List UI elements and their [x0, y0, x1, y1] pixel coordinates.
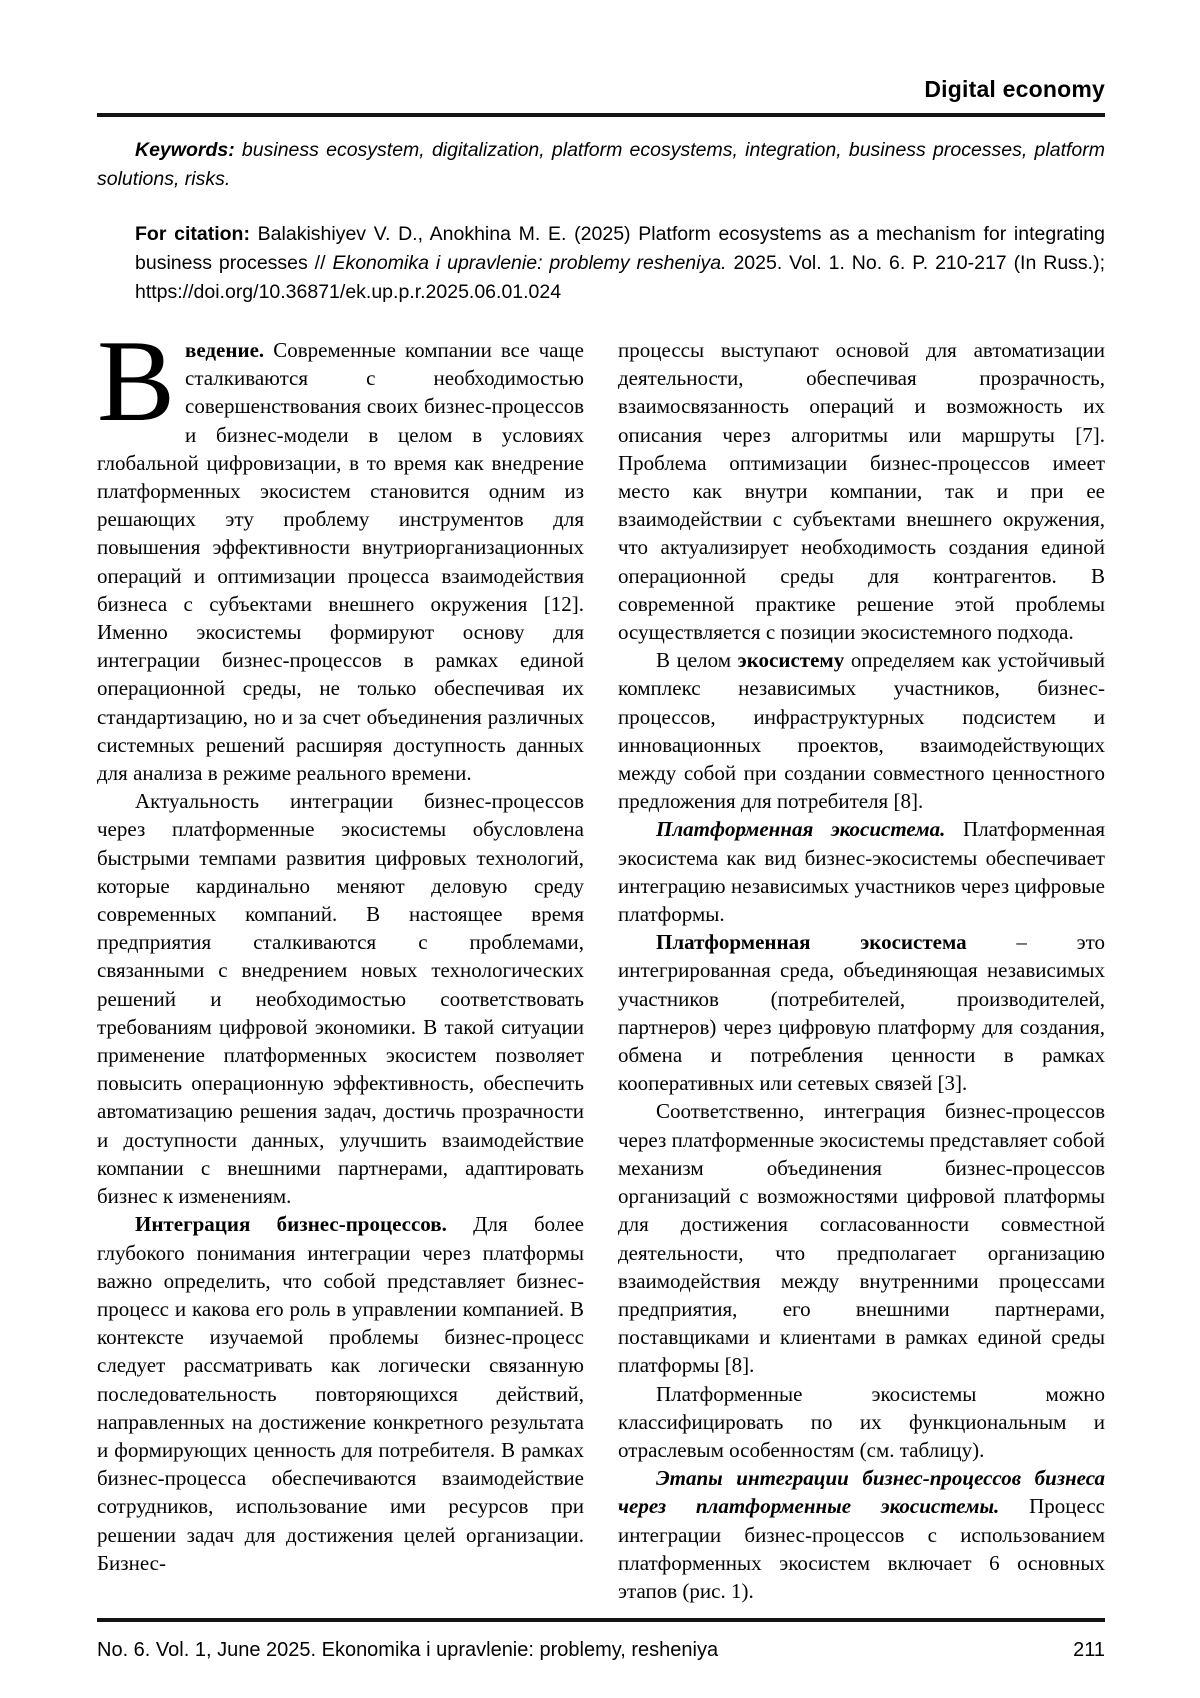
citation-doi-link[interactable]: https://doi.org/10.36871/ek.up.p.r.2025.06.01.024 — [135, 281, 562, 303]
paragraph-relevance — [97, 787, 584, 1210]
stages-lead: Этапы интеграции бизнес-процессов бизнеса через платформенные экосистемы. — [618, 1466, 1105, 1519]
paragraph-platform-definition — [618, 928, 1105, 1097]
column-left — [97, 317, 584, 1605]
paragraph-text: Для более глубокого понимания интеграции через платформы важно определить, что собой представляет бизнес-процесс и какова его роль в управлении компанией. В контексте изучаемой проблемы бизнес-процесс следует рассматривать как логически связанную последовательность повторяющихся действий, направленных на достижение конкретного результата и формирующих ценность для потребителя. В рамках бизнес-процесса обеспечиваются взаимодействие сотрудников, использование ими ресурсов при решении задач для достижения целей организации. Бизнес- — [97, 1212, 584, 1575]
citation-journal-name: Ekonomika i upravlenie: problemy resheniya. — [332, 252, 727, 274]
section-label: Digital economy — [924, 76, 1105, 102]
paragraph-platform-ecosystem — [618, 815, 1105, 928]
footer-line — [97, 1639, 1105, 1662]
integration-lead: Интеграция бизнес-процессов. — [135, 1212, 447, 1237]
paragraph-introduction — [97, 317, 584, 787]
article-body — [97, 317, 1106, 1605]
column-right — [618, 336, 1105, 1605]
article-meta — [97, 136, 1105, 307]
paragraph-text: Актуальность интеграции бизнес-процессов через платформенные экосистемы обусловлена быстрыми темпами развития цифровых технологий, которые кардинально меняют деловую среду современных компаний. В настоящее время предприятия сталкиваются с проблемами, связанными с внедрением новых технологических решений и необходимостью соответствовать требованиям цифровой экономики. В такой ситуации применение платформенных экосистем позволяет повысить операционную эффективность, обеспечить автоматизацию решения задач, достичь прозрачности и доступности данных, улучшить взаимодействие компании с внешними партнерами, адаптировать бизнес к изменениям. — [97, 789, 584, 1209]
platform-ecosystem-lead: Платформенная экосистема. — [656, 817, 946, 842]
paragraph-text: – это интегрированная среда, объединяющая независимых участников (потребителей, производителей, партнеров) через цифровую платформу для создания, обмена и потребления ценности в рамках кооперативных или сетевых связей [3]. — [618, 930, 1105, 1096]
paragraph-stages — [618, 1464, 1105, 1605]
keywords-paragraph — [97, 136, 1105, 194]
keywords-text: business ecosystem, digitalization, platform ecosystems, integration, business processes, platform solutions, risks. — [97, 139, 1105, 190]
footer-page-number: 211 — [1073, 1639, 1105, 1661]
paragraph-text: Платформенная экосистема как вид бизнес-экосистемы обеспечивает интеграцию независимых участников через цифровые платформы. — [618, 817, 1105, 927]
paragraph-integration-mechanism — [618, 1097, 1105, 1379]
paragraph-text: определяем как устойчивый комплекс независимых участников, бизнес-процессов, инфраструктурных подсистем и инновационных проектов, взаимодействующих между собой при создании совместного ценностного предложения для потребителя [8]. — [618, 648, 1106, 814]
paragraph-text: Современные компании все чаще сталкиваются с необходимостью совершенствования своих бизнес-процессов и бизнес-модели в целом в условиях глобальной цифровизации, в то время как внедрение платформенных экосистем становится одним из решающих эту проблему инструментов для повышения эффективности внутриорганизационных операций и оптимизации процесса взаимодействия бизнеса с субъектами внешнего окружения [12]. Именно экосистемы формируют основу для интеграции бизнес-процессов в рамках единой операционной среды, не только обеспечивая их стандартизацию, но и за счет объединения различных системных решений расширяя доступность данных для анализа в режиме реального времени. — [97, 338, 584, 786]
paragraph-integration — [97, 1210, 584, 1577]
paragraph-text: В целом — [656, 648, 738, 673]
footer-issue-info: No. 6. Vol. 1, June 2025. Ekonomika i upravlenie: problemy, resheniya — [97, 1639, 719, 1661]
keywords-label: Keywords: — [135, 139, 235, 161]
paragraph-text: процессы выступают основой для автоматизации деятельности, обеспечивая прозрачность, взаимосвязанность операций и возможность их описания через алгоритмы или маршруты [7]. Проблема оптимизации бизнес-процессов имеет место как внутри компании, так и при ее взаимодействии с субъектами внешнего окружения, что актуализирует необходимость создания единой операционной среды для контрагентов. В современной практике решение этой проблемы осуществляется с позиции экосистемного подхода. — [618, 338, 1105, 645]
header-rule — [97, 113, 1105, 117]
citation-paragraph — [135, 220, 1105, 307]
paragraph-text: Процесс интеграции бизнес-процессов с использованием платформенных экосистем включает 6 основных этапов (рис. 1). — [618, 1494, 1105, 1603]
paragraph-classification — [618, 1380, 1105, 1465]
citation-label: For citation: — [135, 223, 250, 245]
ecosystem-term: экосистему — [737, 648, 845, 673]
introduction-lead: ведение. — [185, 338, 265, 362]
platform-definition-term: Платформенная экосистема — [656, 930, 967, 955]
page-footer — [97, 1618, 1105, 1662]
citation-authors-title: Balakishiyev V. D., Anokhina M. E. (2025) Platform ecosystems as a mechanism for integrating business processes // — [135, 223, 1105, 274]
paragraph-ecosystem-definition — [618, 646, 1105, 815]
dropcap-letter: В — [97, 317, 176, 446]
paragraph-processes-continuation — [618, 336, 1105, 646]
citation-issue-info: 2025. Vol. 1. No. 6. P. 210-217 (In Russ.); — [726, 252, 1105, 274]
footer-rule — [97, 1618, 1105, 1622]
paragraph-text: Соответственно, интеграция бизнес-процессов через платформенные экосистемы представляет собой механизм объединения бизнес-процессов организаций с возможностями цифровой платформы для достижения согласованности совместной деятельности, что предполагает организацию взаимодействия между внутренними процессами предприятия, его внешними партнерами, поставщиками и клиентами в рамках единой среды платформы [8]. — [618, 1099, 1105, 1378]
paragraph-text: Платформенные экосистемы можно классифицировать по их функциональным и отраслевым особенностям (см. таблицу). — [618, 1381, 1105, 1462]
page-header — [97, 76, 1105, 117]
